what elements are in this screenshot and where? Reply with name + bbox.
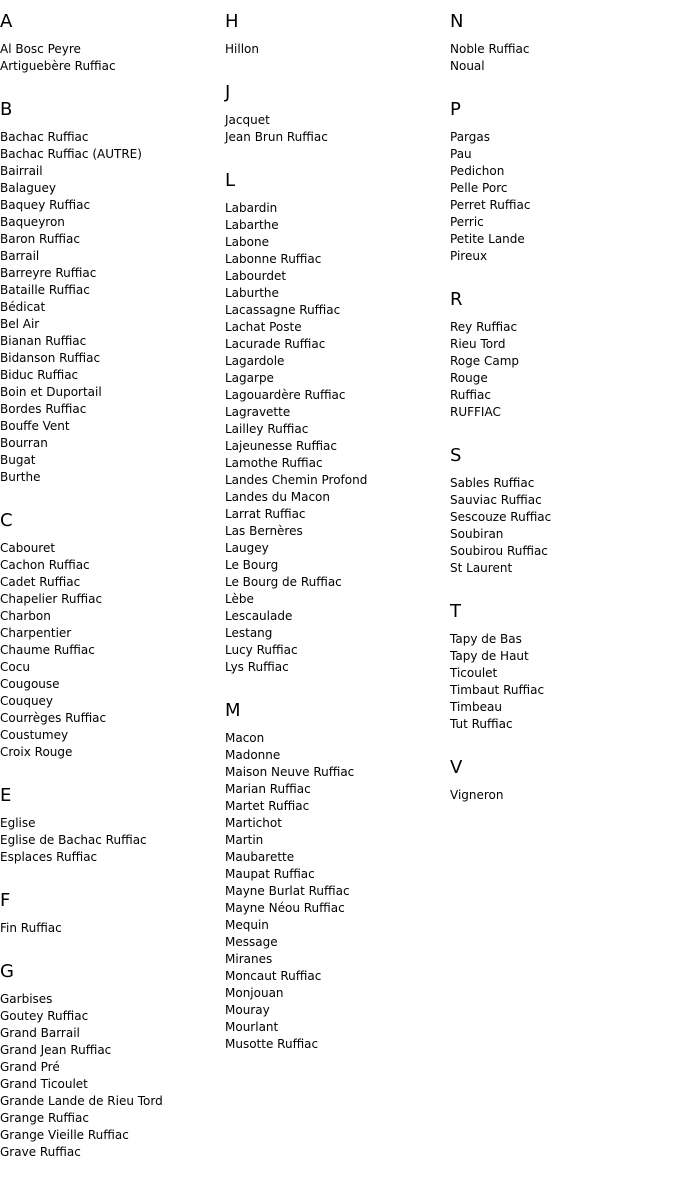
place-link[interactable]: Bidanson Ruffiac bbox=[0, 351, 101, 365]
letter-group bbox=[450, 421, 675, 577]
place-link[interactable]: Lescaulade bbox=[225, 609, 293, 623]
place-list bbox=[450, 41, 675, 75]
letter-group bbox=[0, 866, 225, 937]
place-link[interactable]: Eglise bbox=[0, 816, 36, 830]
place-link[interactable]: Musotte Ruffiac bbox=[225, 1037, 319, 1051]
place-list bbox=[0, 129, 225, 486]
letter-heading: P bbox=[450, 99, 461, 120]
place-link[interactable]: Cachon Ruffiac bbox=[0, 558, 90, 572]
place-link[interactable]: Baquey Ruffiac bbox=[0, 198, 91, 212]
place-link[interactable]: Coustumey bbox=[0, 728, 69, 742]
place-link[interactable]: Rouge bbox=[450, 371, 488, 385]
place-link[interactable]: Martin bbox=[225, 833, 264, 847]
letter-heading: T bbox=[450, 601, 461, 622]
place-link[interactable]: Martet Ruffiac bbox=[225, 799, 310, 813]
place-link[interactable]: Esplaces Ruffiac bbox=[0, 850, 98, 864]
place-link[interactable]: Macon bbox=[225, 731, 265, 745]
place-link[interactable]: Moncaut Ruffiac bbox=[225, 969, 322, 983]
place-link[interactable]: Bachac Ruffiac bbox=[0, 130, 89, 144]
place-list bbox=[450, 475, 675, 577]
place-link[interactable]: Pireux bbox=[450, 249, 488, 263]
letter-heading: S bbox=[450, 445, 462, 466]
place-link[interactable]: Lacurade Ruffiac bbox=[225, 337, 326, 351]
letter-group bbox=[0, 0, 225, 75]
place-link[interactable]: Jacquet bbox=[225, 113, 270, 127]
place-list bbox=[225, 112, 450, 146]
place-link[interactable]: Lagravette bbox=[225, 405, 291, 419]
letter-heading: B bbox=[0, 99, 13, 120]
place-link[interactable]: Roge Camp bbox=[450, 354, 519, 368]
place-link[interactable]: Sescouze Ruffiac bbox=[450, 510, 552, 524]
place-link[interactable]: Bordes Ruffiac bbox=[0, 402, 87, 416]
place-link[interactable]: Bataille Ruffiac bbox=[0, 283, 90, 297]
place-link[interactable]: Perret Ruffiac bbox=[450, 198, 531, 212]
place-link[interactable]: Ruffiac bbox=[450, 388, 491, 402]
place-link[interactable]: Mequin bbox=[225, 918, 269, 932]
place-list bbox=[225, 730, 450, 1053]
place-link[interactable]: Timbaut Ruffiac bbox=[450, 683, 545, 697]
place-list bbox=[450, 631, 675, 733]
place-link[interactable]: Larrat Ruffiac bbox=[225, 507, 306, 521]
place-link[interactable]: Timbeau bbox=[450, 700, 502, 714]
place-link[interactable]: Chaume Ruffiac bbox=[0, 643, 95, 657]
place-link[interactable]: St Laurent bbox=[450, 561, 513, 575]
place-link[interactable]: Bairrail bbox=[0, 164, 43, 178]
place-link[interactable]: Charpentier bbox=[0, 626, 72, 640]
letter-group bbox=[450, 0, 675, 75]
place-link[interactable]: Jean Brun Ruffiac bbox=[225, 130, 328, 144]
place-link[interactable]: Tapy de Haut bbox=[450, 649, 529, 663]
index-column bbox=[450, 0, 675, 804]
place-link[interactable]: Cadet Ruffiac bbox=[0, 575, 81, 589]
place-link[interactable]: Charbon bbox=[0, 609, 51, 623]
index-column bbox=[0, 0, 225, 1161]
letter-heading: L bbox=[225, 170, 236, 191]
place-link[interactable]: Pau bbox=[450, 147, 472, 161]
place-link[interactable]: Boin et Duportail bbox=[0, 385, 102, 399]
place-link[interactable]: Barreyre Ruffiac bbox=[0, 266, 97, 280]
place-link[interactable]: Mayne Burlat Ruffiac bbox=[225, 884, 350, 898]
place-link[interactable]: Lucy Ruffiac bbox=[225, 643, 298, 657]
place-link[interactable]: Noual bbox=[450, 59, 485, 73]
place-link[interactable]: Lèbe bbox=[225, 592, 254, 606]
place-link[interactable]: Pelle Porc bbox=[450, 181, 508, 195]
place-link[interactable]: Monjouan bbox=[225, 986, 284, 1000]
place-link[interactable]: Maubarette bbox=[225, 850, 295, 864]
place-link[interactable]: Grave Ruffiac bbox=[0, 1145, 81, 1159]
place-link[interactable]: Tapy de Bas bbox=[450, 632, 522, 646]
letter-heading: C bbox=[0, 510, 13, 531]
place-link[interactable]: Grand Pré bbox=[0, 1060, 60, 1074]
place-link[interactable]: Landes du Macon bbox=[225, 490, 330, 504]
place-link[interactable]: Ticoulet bbox=[450, 666, 498, 680]
letter-group bbox=[0, 937, 225, 1161]
place-list bbox=[450, 787, 675, 804]
place-link[interactable]: Barrail bbox=[0, 249, 40, 263]
place-list bbox=[0, 815, 225, 866]
place-link[interactable]: Courrèges Ruffiac bbox=[0, 711, 107, 725]
place-link[interactable]: Mayne Néou Ruffiac bbox=[225, 901, 345, 915]
letter-heading: N bbox=[450, 11, 464, 32]
place-link[interactable]: Perric bbox=[450, 215, 484, 229]
place-link[interactable]: Lagouardère Ruffiac bbox=[225, 388, 346, 402]
place-link[interactable]: Le Bourg de Ruffiac bbox=[225, 575, 342, 589]
place-link[interactable]: Rey Ruffiac bbox=[450, 320, 518, 334]
letter-group bbox=[225, 0, 450, 58]
place-link[interactable]: Lajeunesse Ruffiac bbox=[225, 439, 338, 453]
place-link[interactable]: Maison Neuve Ruffiac bbox=[225, 765, 355, 779]
letter-group bbox=[450, 75, 675, 265]
letter-heading: H bbox=[225, 11, 239, 32]
place-link[interactable]: Madonne bbox=[225, 748, 281, 762]
place-link[interactable]: Maupat Ruffiac bbox=[225, 867, 315, 881]
place-link[interactable]: Labourdet bbox=[225, 269, 287, 283]
letter-group bbox=[225, 146, 450, 676]
place-link[interactable]: Noble Ruffiac bbox=[450, 42, 530, 56]
place-link[interactable]: Landes Chemin Profond bbox=[225, 473, 368, 487]
place-link[interactable]: Lacassagne Ruffiac bbox=[225, 303, 341, 317]
place-link[interactable]: Marian Ruffiac bbox=[225, 782, 311, 796]
place-link[interactable]: Message bbox=[225, 935, 278, 949]
place-link[interactable]: Labardin bbox=[225, 201, 278, 215]
place-list bbox=[0, 41, 225, 75]
place-link[interactable]: Grand Barrail bbox=[0, 1026, 80, 1040]
place-link[interactable]: Lestang bbox=[225, 626, 273, 640]
place-link[interactable]: Lailley Ruffiac bbox=[225, 422, 309, 436]
place-link[interactable]: RUFFIAC bbox=[450, 405, 501, 419]
place-link[interactable]: Balaguey bbox=[0, 181, 56, 195]
place-link[interactable]: Baron Ruffiac bbox=[0, 232, 80, 246]
letter-heading: G bbox=[0, 961, 14, 982]
place-list bbox=[450, 129, 675, 265]
letter-heading: F bbox=[0, 890, 11, 911]
letter-group bbox=[450, 265, 675, 421]
place-link[interactable]: Pargas bbox=[450, 130, 490, 144]
letter-group bbox=[0, 761, 225, 866]
place-link[interactable]: Chapelier Ruffiac bbox=[0, 592, 103, 606]
letter-group bbox=[450, 733, 675, 804]
place-link[interactable]: Bouffe Vent bbox=[0, 419, 70, 433]
place-list bbox=[225, 200, 450, 676]
place-link[interactable]: Labarthe bbox=[225, 218, 279, 232]
place-link[interactable]: Sables Ruffiac bbox=[450, 476, 535, 490]
place-link[interactable]: Baqueyron bbox=[0, 215, 65, 229]
place-link[interactable]: Petite Lande bbox=[450, 232, 525, 246]
place-link[interactable]: Sauviac Ruffiac bbox=[450, 493, 542, 507]
place-link[interactable]: Cougouse bbox=[0, 677, 60, 691]
letter-heading: J bbox=[225, 82, 231, 103]
place-link[interactable]: Bugat bbox=[0, 453, 36, 467]
letter-heading: A bbox=[0, 11, 13, 32]
place-link[interactable]: Miranes bbox=[225, 952, 273, 966]
place-link[interactable]: Bianan Ruffiac bbox=[0, 334, 87, 348]
place-list bbox=[0, 540, 225, 761]
place-link[interactable]: Al Bosc Peyre bbox=[0, 42, 81, 56]
place-link[interactable]: Soubiran bbox=[450, 527, 504, 541]
place-link[interactable]: Mouray bbox=[225, 1003, 270, 1017]
place-link[interactable]: Eglise de Bachac Ruffiac bbox=[0, 833, 147, 847]
place-link[interactable]: Lagardole bbox=[225, 354, 285, 368]
letter-group bbox=[450, 577, 675, 733]
place-link[interactable]: Mourlant bbox=[225, 1020, 279, 1034]
place-link[interactable]: Tut Ruffiac bbox=[450, 717, 513, 731]
place-link[interactable]: Lachat Poste bbox=[225, 320, 302, 334]
place-link[interactable]: Burthe bbox=[0, 470, 41, 484]
place-link[interactable]: Las Bernères bbox=[225, 524, 303, 538]
place-link[interactable]: Martichot bbox=[225, 816, 282, 830]
place-link[interactable]: Soubirou Ruffiac bbox=[450, 544, 548, 558]
letter-group bbox=[225, 58, 450, 146]
place-link[interactable]: Grange Vieille Ruffiac bbox=[0, 1128, 129, 1142]
place-link[interactable]: Grande Lande de Rieu Tord bbox=[0, 1094, 163, 1108]
place-link[interactable]: Labonne Ruffiac bbox=[225, 252, 322, 266]
place-list bbox=[0, 991, 225, 1161]
letter-heading: R bbox=[450, 289, 463, 310]
place-link[interactable]: Goutey Ruffiac bbox=[0, 1009, 89, 1023]
place-link[interactable]: Bédicat bbox=[0, 300, 46, 314]
place-link[interactable]: Bourran bbox=[0, 436, 48, 450]
place-list bbox=[450, 319, 675, 421]
place-link[interactable]: Pedichon bbox=[450, 164, 505, 178]
place-link[interactable]: Lagarpe bbox=[225, 371, 274, 385]
letter-group bbox=[0, 75, 225, 486]
place-list bbox=[225, 41, 450, 58]
place-link[interactable]: Bachac Ruffiac (AUTRE) bbox=[0, 147, 142, 161]
place-link[interactable]: Fin Ruffiac bbox=[0, 921, 62, 935]
place-link[interactable]: Cocu bbox=[0, 660, 30, 674]
place-link[interactable]: Vigneron bbox=[450, 788, 504, 802]
place-link[interactable]: Lys Ruffiac bbox=[225, 660, 289, 674]
place-link[interactable]: Grand Jean Ruffiac bbox=[0, 1043, 112, 1057]
place-link[interactable]: Rieu Tord bbox=[450, 337, 506, 351]
place-link[interactable]: Artiguebère Ruffiac bbox=[0, 59, 116, 73]
index-column bbox=[225, 0, 450, 1053]
letter-group bbox=[0, 486, 225, 761]
place-list bbox=[0, 920, 225, 937]
place-link[interactable]: Grange Ruffiac bbox=[0, 1111, 89, 1125]
place-link[interactable]: Garbises bbox=[0, 992, 53, 1006]
place-link[interactable]: Laburthe bbox=[225, 286, 279, 300]
letter-heading: M bbox=[225, 700, 241, 721]
place-link[interactable]: Lamothe Ruffiac bbox=[225, 456, 323, 470]
place-link[interactable]: Cabouret bbox=[0, 541, 56, 555]
place-link[interactable]: Croix Rouge bbox=[0, 745, 73, 759]
place-link[interactable]: Labone bbox=[225, 235, 269, 249]
place-link[interactable]: Couquey bbox=[0, 694, 54, 708]
place-link[interactable]: Biduc Ruffiac bbox=[0, 368, 79, 382]
letter-heading: V bbox=[450, 757, 463, 778]
letter-heading: E bbox=[0, 785, 12, 806]
letter-group bbox=[225, 676, 450, 1053]
place-link[interactable]: Grand Ticoulet bbox=[0, 1077, 88, 1091]
place-link[interactable]: Laugey bbox=[225, 541, 269, 555]
place-link[interactable]: Hillon bbox=[225, 42, 259, 56]
place-link[interactable]: Le Bourg bbox=[225, 558, 279, 572]
place-link[interactable]: Bel Air bbox=[0, 317, 40, 331]
